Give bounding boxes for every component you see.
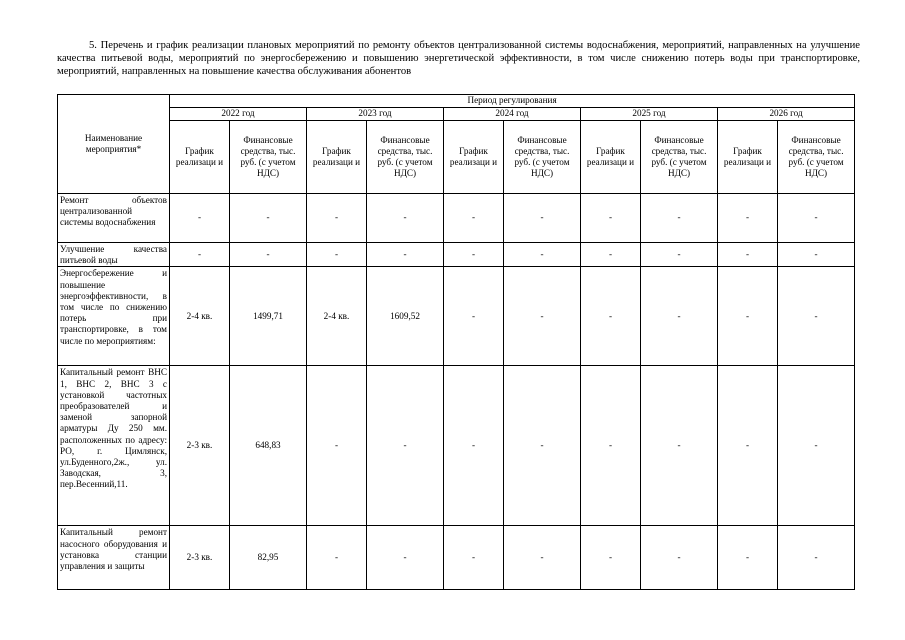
table-cell: - — [641, 267, 718, 366]
event-name: Улучшение качества питьевой воды — [58, 243, 170, 267]
year-header: 2025 год — [581, 108, 718, 121]
finance-header: Финансовые средства, тыс. руб. (с учетом НДС) — [367, 121, 444, 194]
table-cell: - — [581, 194, 641, 243]
finance-header: Финансовые средства, тыс. руб. (с учетом НДС) — [230, 121, 307, 194]
table-cell: - — [778, 267, 855, 366]
table-cell: - — [367, 366, 444, 526]
events-schedule-table — [57, 94, 855, 590]
finance-header: Финансовые средства, тыс. руб. (с учетом НДС) — [641, 121, 718, 194]
table-row — [58, 243, 855, 267]
table-cell: - — [170, 194, 230, 243]
event-name: Капитальный ремонт насосного оборудования и установка станции управления и защиты — [58, 526, 170, 590]
table-cell: - — [581, 526, 641, 590]
table-cell: - — [581, 267, 641, 366]
event-name: Энергосбережение и повышение энергоэффективности, в том числе по снижению потерь при транспортировке, в том числе по мероприятиям: — [58, 267, 170, 366]
table-cell: 2-4 кв. — [307, 267, 367, 366]
section-heading — [57, 39, 860, 78]
table-cell: - — [307, 243, 367, 267]
period-header: Период регулирования — [170, 95, 855, 108]
table-cell: 648,83 — [230, 366, 307, 526]
table-cell: - — [307, 194, 367, 243]
table-cell: - — [718, 366, 778, 526]
name-header: Наименование мероприятия* — [58, 95, 170, 194]
event-name: Капитальный ремонт ВНС 1, ВНС 2, ВНС 3 с установкой частотных преобразователей и заменой запорной арматуры Ду 250 мм. расположенных по адресу: РО, г. Цимлянск, ул.Буденного,2ж., ул. Заводская, 3, пер.Весенний,11. — [58, 366, 170, 526]
table-cell: - — [581, 243, 641, 267]
table-row — [58, 194, 855, 243]
table-cell: - — [504, 267, 581, 366]
schedule-header: График реализаци и — [581, 121, 641, 194]
header-row-period — [58, 95, 855, 108]
table-cell: - — [641, 194, 718, 243]
year-header: 2024 год — [444, 108, 581, 121]
year-header: 2026 год — [718, 108, 855, 121]
table-cell: - — [504, 243, 581, 267]
table-cell: - — [230, 194, 307, 243]
table-cell: - — [367, 243, 444, 267]
table-cell: 2-3 кв. — [170, 366, 230, 526]
table-cell: - — [718, 267, 778, 366]
table-cell: - — [307, 526, 367, 590]
table-cell: - — [778, 366, 855, 526]
table-cell: - — [718, 243, 778, 267]
table-cell: - — [504, 526, 581, 590]
schedule-header: График реализаци и — [307, 121, 367, 194]
table-cell: - — [641, 526, 718, 590]
table-cell: - — [718, 194, 778, 243]
table-row — [58, 366, 855, 526]
table-cell: - — [444, 526, 504, 590]
table-cell: - — [778, 243, 855, 267]
table-cell: - — [641, 243, 718, 267]
schedule-header: График реализаци и — [170, 121, 230, 194]
schedule-header: График реализаци и — [718, 121, 778, 194]
table-cell: - — [504, 194, 581, 243]
finance-header: Финансовые средства, тыс. руб. (с учетом НДС) — [778, 121, 855, 194]
header-row-columns — [58, 121, 855, 194]
table-cell: - — [444, 366, 504, 526]
finance-header: Финансовые средства, тыс. руб. (с учетом НДС) — [504, 121, 581, 194]
table-cell: - — [641, 366, 718, 526]
table-cell: - — [444, 243, 504, 267]
header-row-years — [58, 108, 855, 121]
event-name: Ремонт объектов централизованной системы водоснабжения — [58, 194, 170, 243]
table-cell: - — [170, 243, 230, 267]
table-cell: - — [718, 526, 778, 590]
table-cell: - — [444, 267, 504, 366]
table-cell: - — [307, 366, 367, 526]
section-heading-text: 5. Перечень и график реализации плановых мероприятий по ремонту объектов централизованной системы водоснабжения, мероприятий, направленных на улучшение качества питьевой воды, мероприятий по энергосбережению и повышению энергетической эффективности, в том числе снижению потерь воды при транспортировке, мероприятий, направленных на повышение качества обслуживания абонентов — [57, 40, 860, 77]
table-cell: - — [367, 526, 444, 590]
year-header: 2022 год — [170, 108, 307, 121]
table-cell: - — [778, 526, 855, 590]
table-cell: - — [778, 194, 855, 243]
table-cell: - — [367, 194, 444, 243]
table-row — [58, 526, 855, 590]
table-cell: 82,95 — [230, 526, 307, 590]
table-cell: 1499,71 — [230, 267, 307, 366]
table-cell: 2-4 кв. — [170, 267, 230, 366]
table-cell: - — [581, 366, 641, 526]
table-cell: - — [444, 194, 504, 243]
schedule-header: График реализаци и — [444, 121, 504, 194]
table-cell: - — [504, 366, 581, 526]
year-header: 2023 год — [307, 108, 444, 121]
table-cell: 1609,52 — [367, 267, 444, 366]
table-cell: 2-3 кв. — [170, 526, 230, 590]
table-cell: - — [230, 243, 307, 267]
table-row — [58, 267, 855, 366]
